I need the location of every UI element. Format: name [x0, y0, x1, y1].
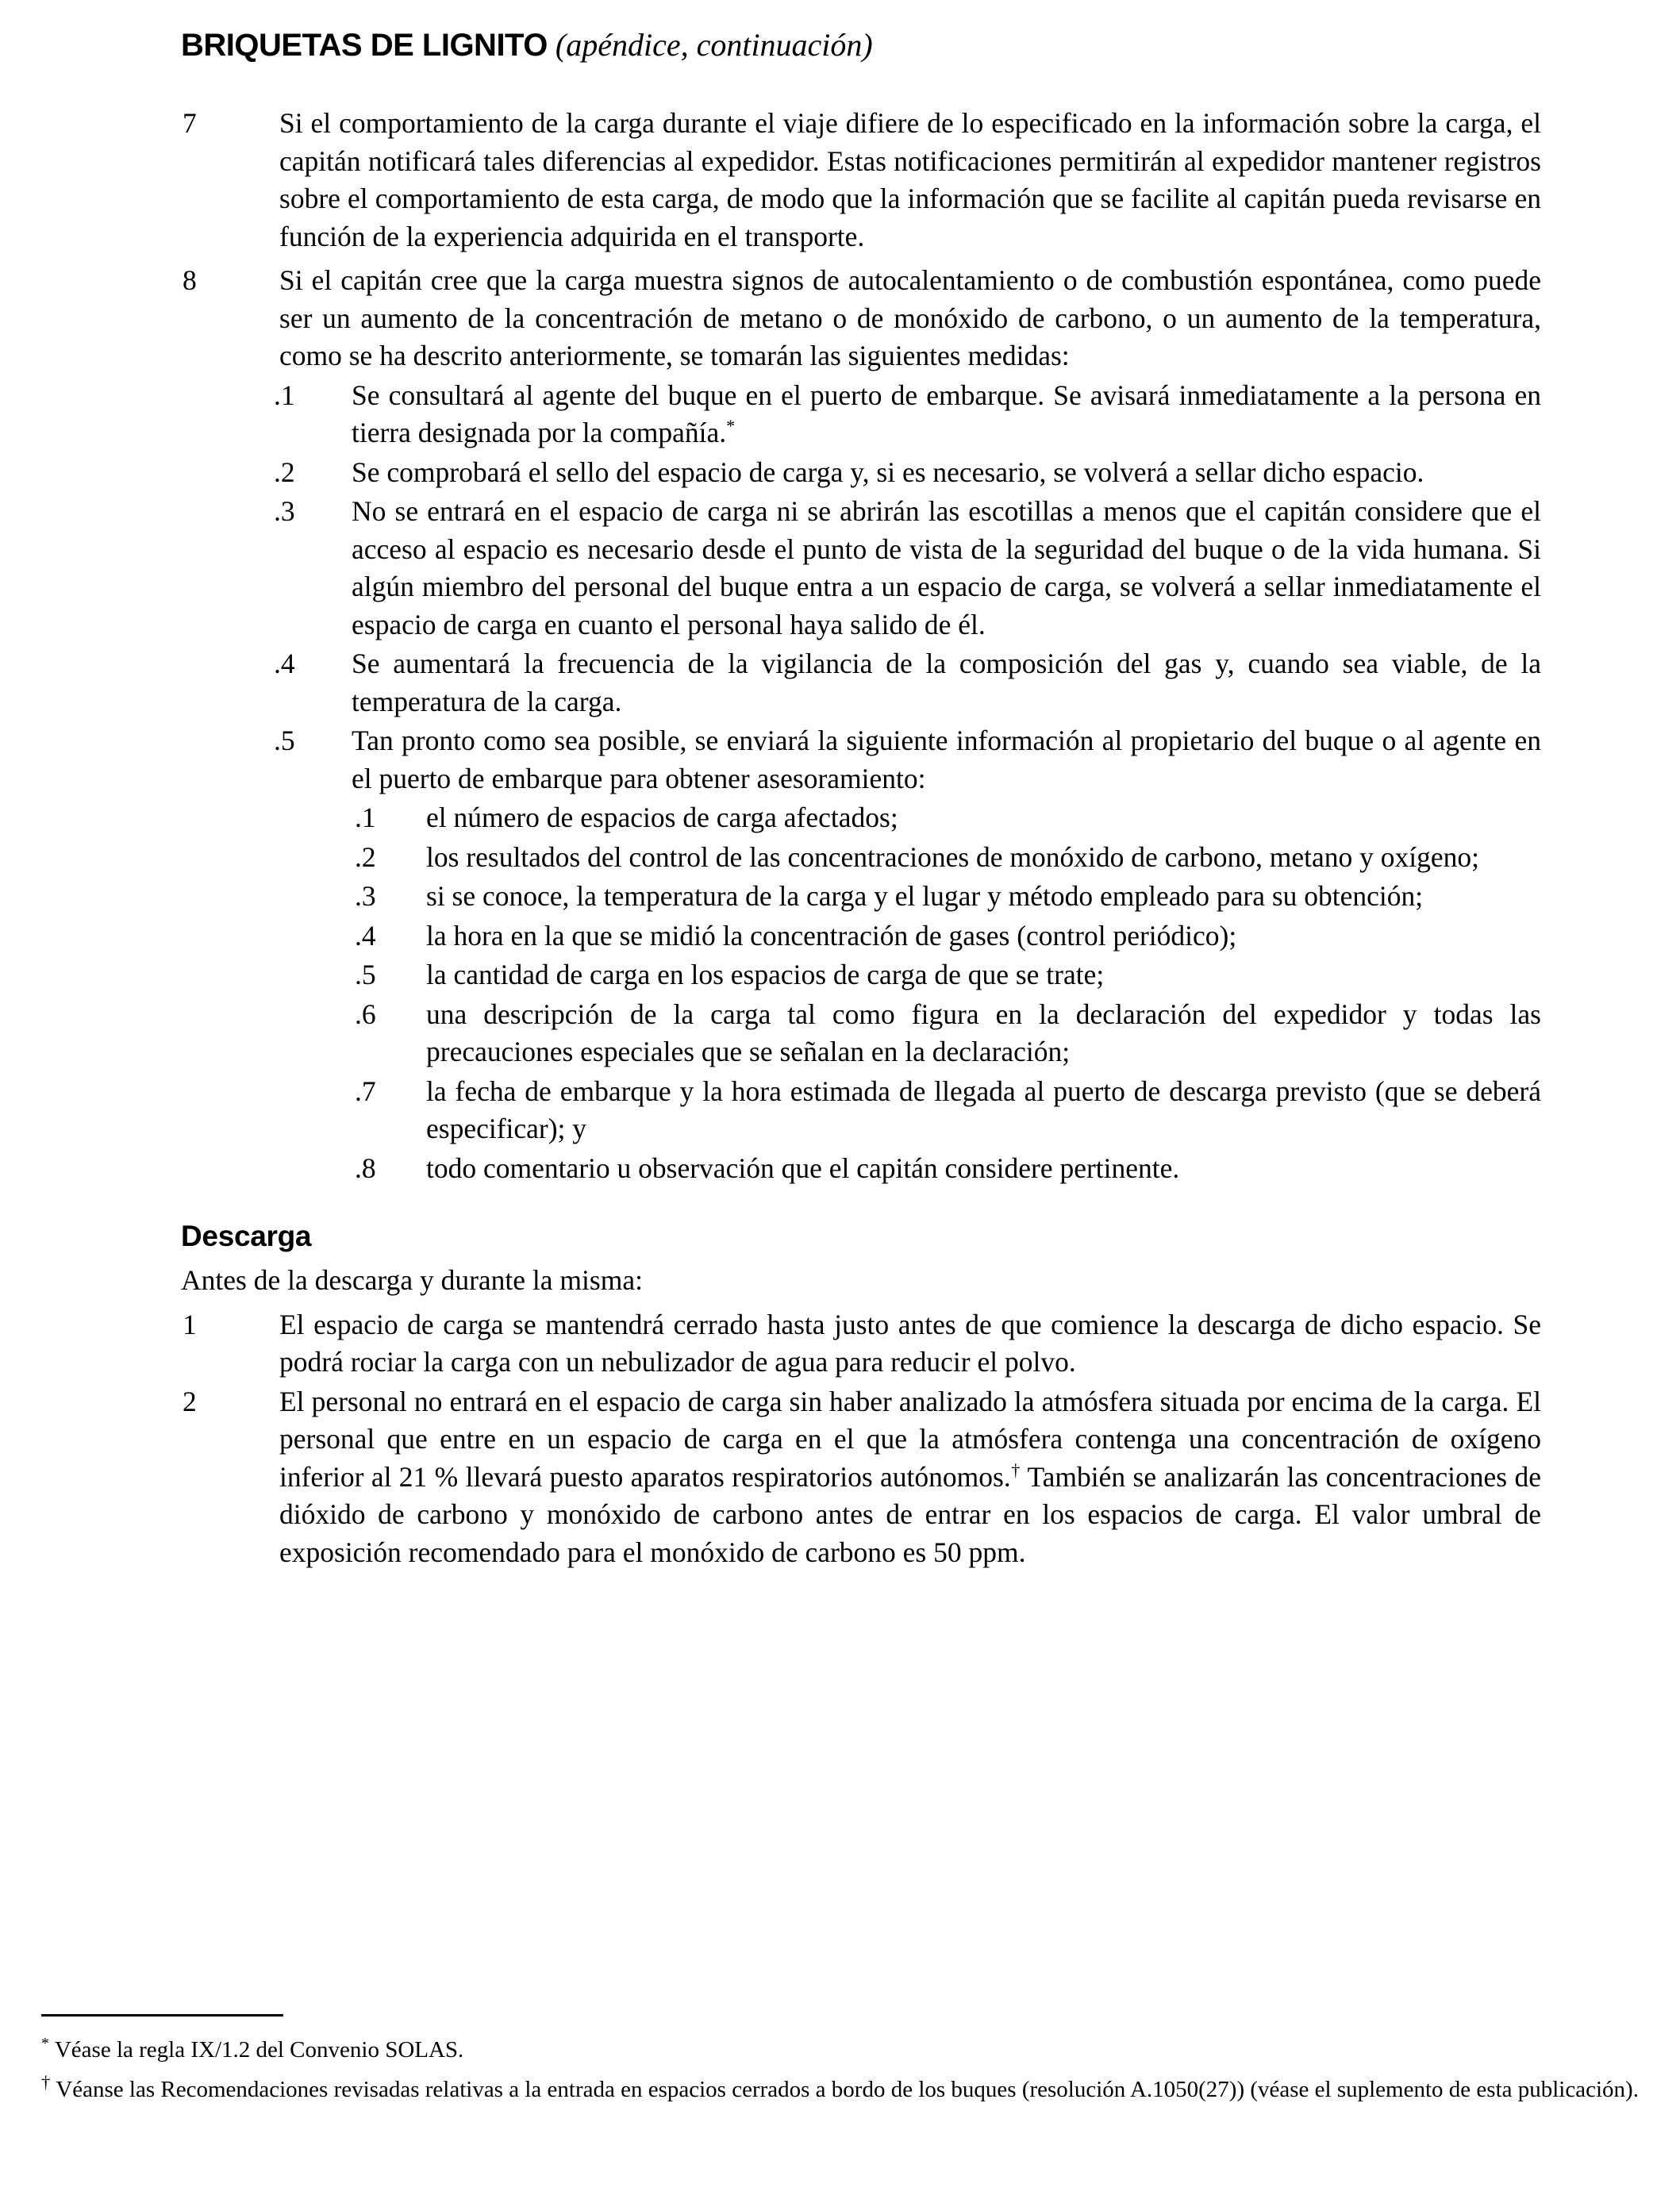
subitem-3: [0, 493, 1680, 644]
subitem-text: Tan pronto como sea posible, se enviará la siguiente información al propietario del buque o al agente en el puerto de embarque para obtener asesoramiento:: [352, 725, 1541, 794]
subsubitem-4: [0, 917, 1680, 955]
subsubitem-8: [0, 1150, 1680, 1188]
footnote-symbol-dagger: †: [41, 2072, 51, 2093]
descarga-item-2: [0, 1383, 1680, 1572]
item-text: Si el capitán cree que la carga muestra signos de autocalentamiento o de combustión espontánea, como puede ser un aumento de la concentración de metano o de monóxido de carbono, o un aumento de la temperatura, como se ha descrito anteriormente, se tomarán las siguientes medidas:: [279, 264, 1541, 371]
subsubitem-7: [0, 1073, 1680, 1148]
subsubitem-text: una descripción de la carga tal como figura en la declaración del expedidor y todas las precauciones especiales que se señalan en la declaración;: [426, 998, 1541, 1067]
subitem-number: .1: [274, 379, 295, 411]
item-text-part-b: También se analizarán las concentraciones de dióxido de carbono y monóxido de carbono antes de entrar en los espacios de carga. El valor umbral de exposición recomendado para el monóxido de carbono es 50 ppm.: [279, 1460, 1541, 1568]
subitem-body: Se consultará al agente del buque en el puerto de embarque. Se avisará inmediatamente a la persona en tierra designada por la compañía.: [352, 379, 1541, 448]
subsubitem-text: la cantidad de carga en los espacios de carga de que se trate;: [426, 959, 1105, 990]
subsubitem-text: todo comentario u observación que el capitán considere pertinente.: [426, 1151, 1180, 1184]
item-text: El espacio de carga se mantendrá cerrado hasta justo antes de que comience la descarga de dicho espacio. Se podrá rociar la carga con un nebulizador de agua para reducir el polvo.: [279, 1308, 1541, 1378]
subsubitem-number: .7: [355, 1075, 376, 1107]
subitem-text: Se comprobará el sello del espacio de carga y, si es necesario, se volverá a sellar dicho espacio.: [352, 456, 1424, 488]
subsubitem-text: los resultados del control de las concentraciones de monóxido de carbono, metano y oxígeno;: [426, 840, 1479, 873]
subsubitem-1: [0, 799, 1680, 837]
running-head-subtitle: (apéndice, continuación): [555, 27, 873, 63]
footnote-area: [41, 2014, 1644, 2113]
subitem-text: No se entrará en el espacio de carga ni se abrirán las escotillas a menos que el capitán considere que el acceso al espacio es necesario desde el punto de vista de la seguridad del buque o de la vida humana. Si algún miembro del personal del buque entra a un espacio de carga, se volverá a sellar inmediatamente el espacio de carga en cuanto el personal haya salido de él.: [352, 495, 1541, 640]
numbered-item-7: [0, 105, 1680, 256]
item-text-part-a: El personal no entrará en el espacio de carga sin haber analizado la atmósfera situada por encima de la carga. El personal que entre en un espacio de carga en el que la atmósfera contenga una concentración de oxígeno inferior al 21 % llevará puesto aparatos respiratorios autónomos.: [279, 1385, 1541, 1493]
subsubitem-number: .4: [355, 919, 376, 952]
subsubitem-number: .3: [355, 880, 376, 912]
footnote-2: [41, 2074, 1644, 2105]
running-head-title: BRIQUETAS DE LIGNITO: [181, 28, 548, 63]
subsubitem-number: .8: [355, 1151, 376, 1184]
subsubitem-2: [0, 839, 1680, 877]
item-text: [279, 1383, 1541, 1572]
subsubitem-6: [0, 996, 1680, 1071]
subsubitem-text: la fecha de embarque y la hora estimada de llegada al puerto de descarga previsto (que se deberá especificar); y: [426, 1075, 1541, 1144]
item-number: 2: [183, 1385, 197, 1417]
subsubitem-number: .2: [355, 840, 376, 873]
section-lead-line: Antes de la descarga y durante la misma:: [181, 1264, 643, 1296]
subsubitem-5: [0, 956, 1680, 994]
subsubitem-number: .5: [355, 959, 376, 990]
subsubitem-number: .1: [355, 802, 376, 833]
subsubitem-number: .6: [355, 998, 376, 1030]
subsubitem-text: si se conoce, la temperatura de la carga y el lugar y método empleado para su obtención;: [426, 880, 1424, 912]
numbered-item-8: [0, 262, 1680, 375]
footnote-symbol-asterisk: *: [41, 2035, 49, 2053]
item-number: 7: [183, 107, 197, 139]
subitem-text: Se aumentará la frecuencia de la vigilancia de la composición del gas y, cuando sea viable, de la temperatura de la carga.: [352, 648, 1541, 717]
footnote-1: [41, 2034, 1644, 2066]
subitem-text: [352, 377, 1541, 452]
subsubitem-text: la hora en la que se midió la concentración de gases (control periódico);: [426, 919, 1237, 952]
footnote-text: Véanse las Recomendaciones revisadas relativas a la entrada en espacios cerrados a bordo de los buques (resolución A.1050(27)) (véase el suplemento de esta publicación).: [56, 2077, 1639, 2102]
descarga-item-1: [0, 1306, 1680, 1382]
subitem-number: .2: [274, 456, 295, 488]
subitem-2: [0, 454, 1680, 492]
footnote-ref-dagger: †: [1010, 1459, 1021, 1480]
subsubitem-text: el número de espacios de carga afectados;: [426, 802, 898, 833]
footnote-text: Véase la regla IX/1.2 del Convenio SOLAS.: [54, 2037, 464, 2063]
footnote-separator-rule: [41, 2014, 283, 2017]
subitem-1: [0, 377, 1680, 452]
item-text: Si el comportamiento de la carga durante el viaje difiere de lo especificado en la información sobre la carga, el capitán notificará tales diferencias al expedidor. Estas notificaciones permitirán al expedidor mantener registros sobre el comportamiento de esta carga, de modo que la información que se facilite al capitán pueda revisarse en función de la experiencia adquirida en el transporte.: [279, 107, 1541, 252]
subsubitem-3: [0, 878, 1680, 916]
subitem-number: .5: [274, 725, 295, 756]
subitem-5: [0, 722, 1680, 798]
item-number: 8: [183, 264, 197, 296]
item-number: 1: [183, 1308, 197, 1340]
running-head: [181, 27, 1530, 63]
document-body: [0, 105, 1680, 1573]
subitem-4: [0, 645, 1680, 721]
subitem-number: .3: [274, 495, 295, 527]
section-heading-descarga: Descarga: [181, 1220, 312, 1252]
subitem-number: .4: [274, 648, 295, 679]
footnote-ref-asterisk: *: [726, 416, 736, 436]
